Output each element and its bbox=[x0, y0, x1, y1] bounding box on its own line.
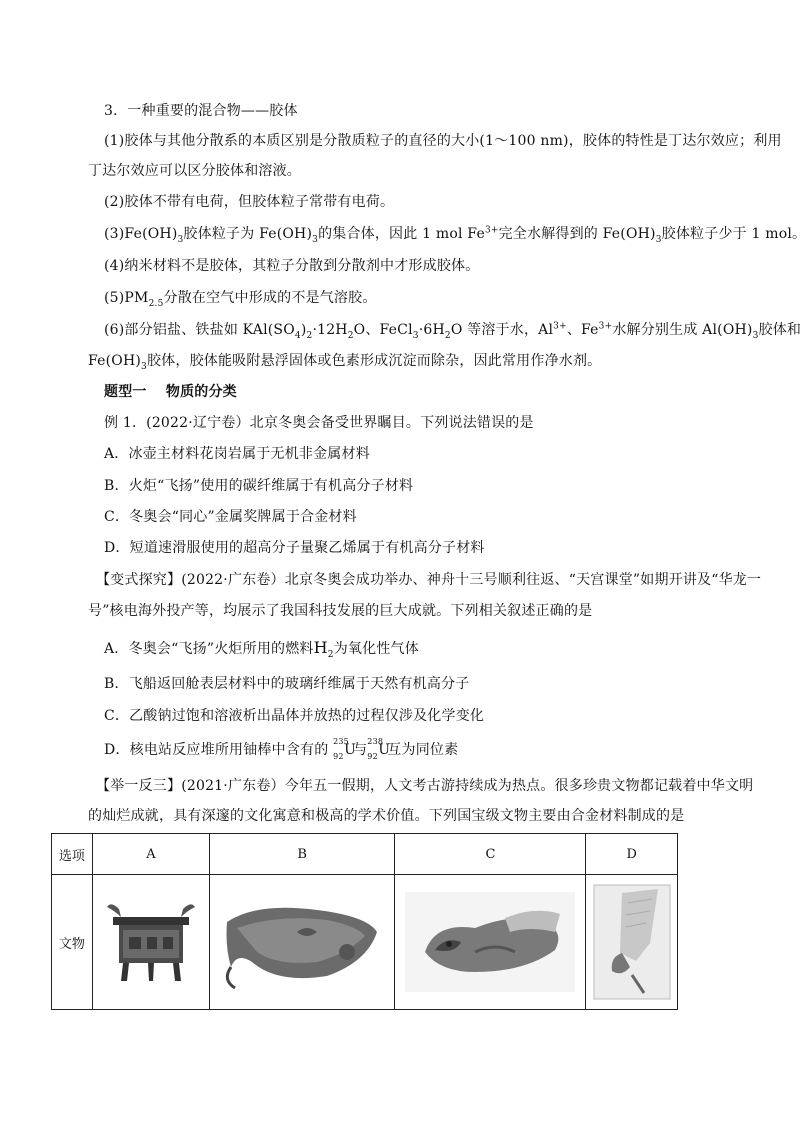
variant-option-d: D．核电站反应堆所用铀棒中含有的 235 92 U 与 238 92 U 互为同位素 bbox=[104, 737, 459, 761]
example-1-option-d: D．短道速滑服使用的超高分子量聚乙烯属于有机高分子材料 bbox=[104, 540, 485, 556]
table-artifact-row bbox=[52, 875, 678, 1010]
artifact-b-cell bbox=[210, 875, 395, 1010]
paragraph-5: $(5)PM_{2.5}$分散在空气中形成的不是气溶胶。 bbox=[104, 290, 377, 309]
artifact-table bbox=[51, 833, 678, 1010]
header-col-c: C bbox=[395, 834, 586, 875]
variant-option-a: A．冬奥会“飞扬”火炬所用的燃料$H_2$为氧化性气体 bbox=[104, 638, 419, 660]
table-header-row bbox=[52, 834, 678, 875]
artifact-d-cell bbox=[586, 875, 678, 1010]
nuclide-u238: 238 92 U bbox=[367, 737, 391, 761]
paragraph-4: (4)纳米材料不是胶体，其粒子分散到分散剂中才形成胶体。 bbox=[104, 258, 480, 274]
artifact-c-cell bbox=[395, 875, 586, 1010]
extension-stem-line-2: 的灿烂成就，具有深邃的文化寓意和极高的学术价值。下列国宝级文物主要由合金材料制成的是 bbox=[88, 808, 685, 824]
paragraph-3: $(3)Fe(OH)_3$胶体粒子为 $Fe(OH)_3$的集合体，因此 1 mol $Fe^{3+}$完全水解得到的 $Fe(OH)_3$胶体粒子少于 1 mol。 bbox=[104, 225, 806, 245]
paragraph-1-line-2: 丁达尔效应可以区分胶体和溶液。 bbox=[88, 163, 301, 179]
extension-stem-line-1: 【举一反三】(2021·广东卷）今年五一假期，人文考古游持续成为热点。很多珍贵文物都记载着中华文明 bbox=[96, 778, 754, 794]
header-col-d: D bbox=[586, 834, 678, 875]
header-col-b: B bbox=[210, 834, 395, 875]
example-1-option-b: B．火炬“飞扬”使用的碳纤维属于有机高分子材料 bbox=[104, 478, 414, 494]
topic-heading: 题型一 物质的分类 bbox=[104, 384, 237, 400]
variant-option-b: B．飞船返回舱表层材料中的玻璃纤维属于天然有机高分子 bbox=[104, 676, 470, 692]
artifact-label-cell: 文物 bbox=[52, 875, 93, 1010]
variant-option-c: C．乙酸钠过饱和溶液析出晶体并放热的过程仅涉及化学变化 bbox=[104, 708, 485, 724]
gilded-cup-image bbox=[405, 892, 575, 992]
jade-fragment-image bbox=[592, 883, 672, 1001]
bronze-ding-image bbox=[101, 897, 201, 987]
example-1-option-c: C．冬奥会“同心”金属奖牌属于合金材料 bbox=[104, 509, 357, 525]
paragraph-2: (2)胶体不带有电荷，但胶体粒子常带有电荷。 bbox=[104, 194, 395, 210]
paragraph-6-line-1: (6)部分铝盐、铁盐如 $KAl(SO_4)_2\cdot 12H_2O$、$FeCl_3\cdot 6H_2O$ 等溶于水，$Al^{3+}$、$Fe^{3+}$水解分别生成 $Al(OH)_3$胶体和 bbox=[104, 321, 802, 341]
example-1-option-a: A．冰壶主材料花岗岩属于无机非金属材料 bbox=[104, 446, 370, 462]
artifact-a-cell bbox=[92, 875, 209, 1010]
header-label-cell: 选项 bbox=[52, 834, 93, 875]
example-1-stem: 例 1．(2022·辽宁卷）北京冬奥会备受世界瞩目。下列说法错误的是 bbox=[104, 415, 534, 431]
bronze-vessel-image bbox=[217, 892, 387, 992]
section-title: 3．一种重要的混合物——胶体 bbox=[104, 103, 298, 119]
paragraph-6-line-2: $Fe(OH)_3$胶体，胶体能吸附悬浮固体或色素形成沉淀而除杂，因此常用作净水剂。 bbox=[88, 353, 602, 372]
nuclide-u235: 235 92 U bbox=[333, 737, 357, 761]
paragraph-1-line-1: (1)胶体与其他分散系的本质区别是分散质粒子的直径的大小(1～100 nm)，胶体的特性是丁达尔效应；利用 bbox=[104, 133, 782, 149]
variant-stem-line-2: 号”核电海外投产等，均展示了我国科技发展的巨大成就。下列相关叙述正确的是 bbox=[88, 603, 593, 619]
variant-stem-line-1: 【变式探究】(2022·广东卷）北京冬奥会成功举办、神舟十三号顺利往返、“天宫课堂”如期开讲及“华龙一 bbox=[96, 572, 762, 588]
header-col-a: A bbox=[92, 834, 209, 875]
